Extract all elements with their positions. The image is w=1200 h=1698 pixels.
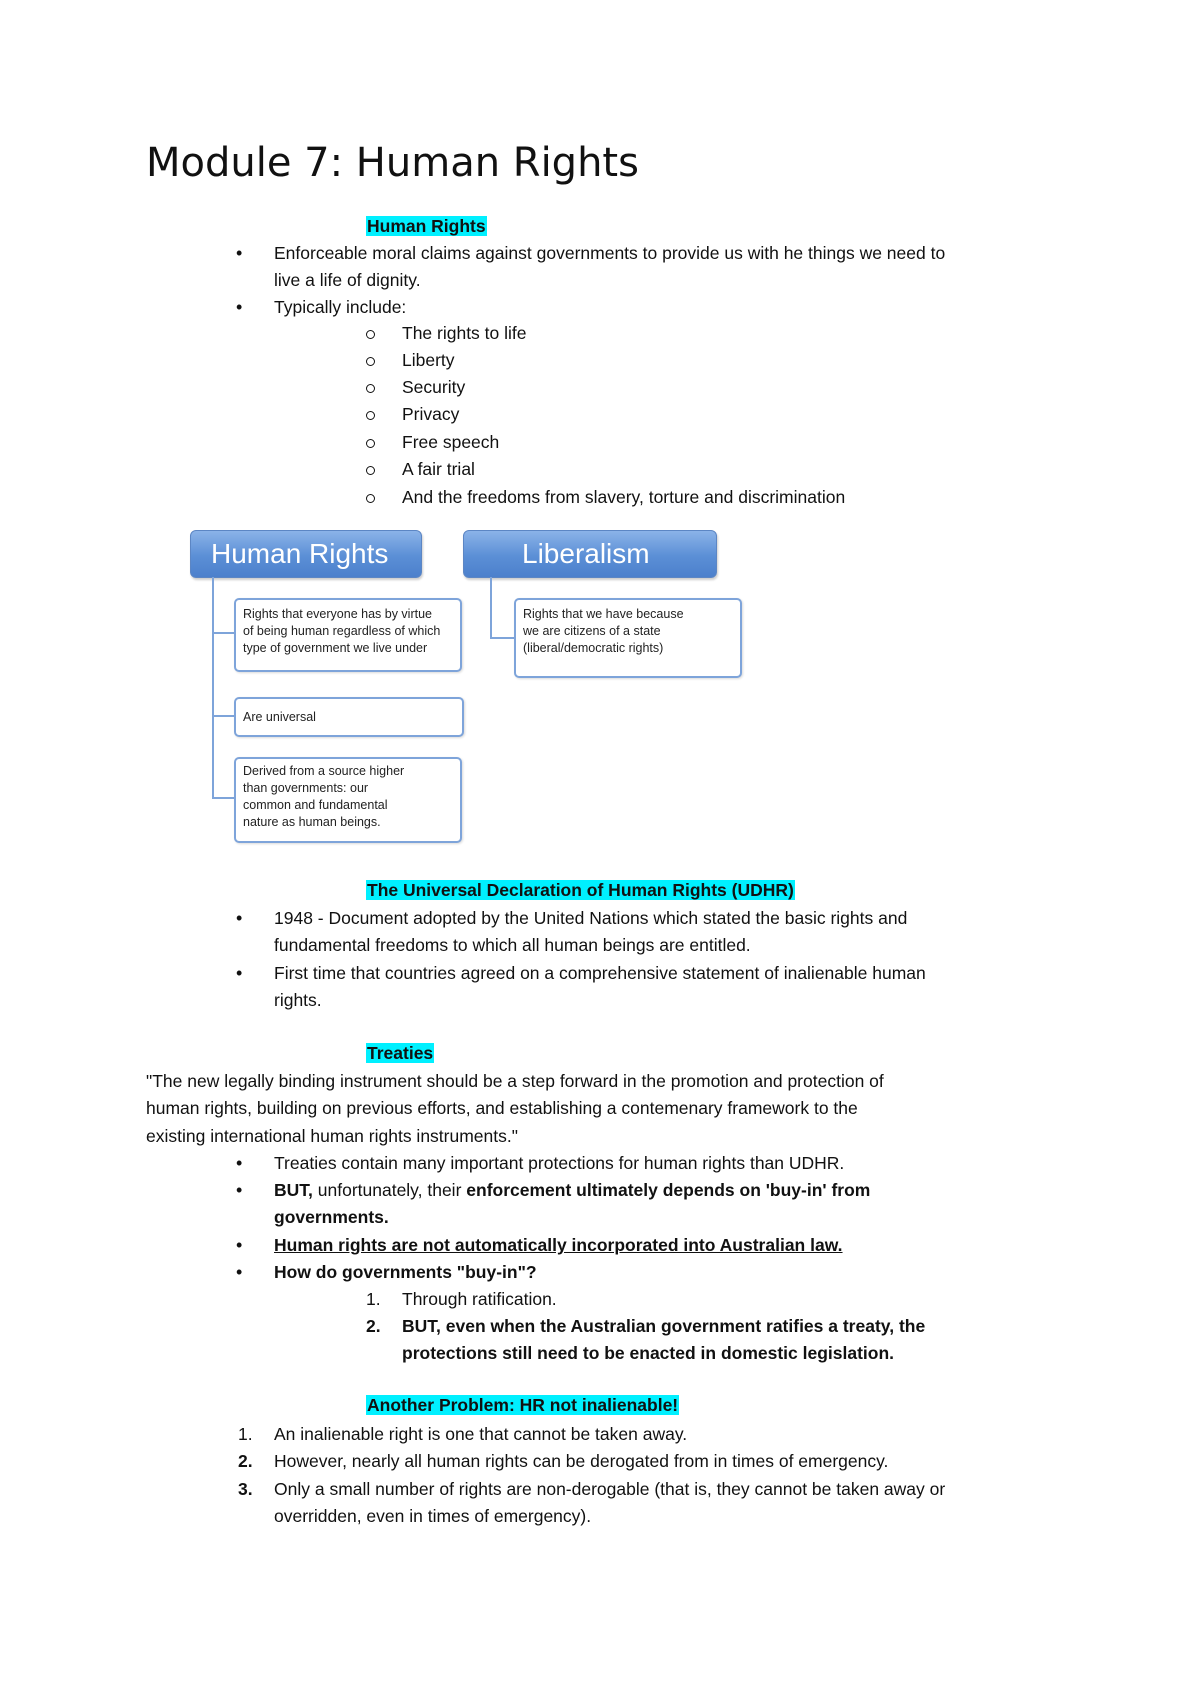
bullet-icon: • [236,1262,243,1282]
bullet-icon: • [236,963,243,983]
text-line: However, nearly all human rights can be derogated from in times of emergency. [274,1451,889,1471]
box-text-line: type of government we live under [243,641,428,655]
bullet-icon: • [236,297,243,317]
box-text-line: Rights that everyone has by virtue [243,607,432,621]
text-line: 1948 - Document adopted by the United Nations which stated the basic rights and [274,908,908,928]
list-item: Liberty [402,350,455,370]
text-line: Treaties contain many important protections for human rights than UDHR. [274,1153,845,1173]
text-line: How do governments "buy-in"? [274,1262,537,1282]
text-line: First time that countries agreed on a comprehensive statement of inalienable human [274,963,926,983]
list-item: The rights to life [402,323,527,343]
box-text-line: Rights that we have because [523,607,684,621]
text-line: BUT, even when the Australian government ratifies a treaty, the [402,1316,926,1336]
text-line: Only a small number of rights are non-derogable (that is, they cannot be taken away or [274,1479,946,1499]
list-item: Security [402,377,466,397]
bullet-icon: • [236,1153,243,1173]
list-item: Privacy [402,404,460,424]
diagram-header-human-rights: Human Rights [190,530,422,578]
list-item: And the freedoms from slavery, torture and discrimination [402,487,846,507]
diagram-box-source [234,757,462,843]
connector-line [212,797,234,799]
text-line: fundamental freedoms to which all human beings are entitled. [274,935,751,955]
list-number: 2. [238,1451,253,1471]
box-text-line: nature as human beings. [243,815,381,829]
list-number: 3. [238,1479,253,1499]
circle-bullet-icon [366,494,375,503]
box-text-line: Are universal [243,710,316,724]
connector-line [212,577,214,799]
box-text-line: of being human regardless of which [243,624,441,638]
box-text-line: than governments: our [243,781,369,795]
bullet-icon: • [236,1235,243,1255]
text-line: live a life of dignity. [274,270,421,290]
circle-bullet-icon [366,357,375,366]
diagram-box-liberalism [514,598,742,678]
quote-line: existing international human rights instruments." [146,1126,518,1146]
section-heading-another-problem: Another Problem: HR not inalienable! [367,1395,679,1415]
section-heading-udhr: The Universal Declaration of Human Rights (UDHR) [367,880,794,900]
diagram-box-universal [234,697,464,737]
circle-bullet-icon [366,384,375,393]
connector-line [490,637,514,639]
connector-line [212,715,234,717]
text-line: BUT, unfortunately, their enforcement ultimately depends on 'buy-in' from [274,1180,871,1200]
text-line: governments. [274,1207,389,1227]
diagram-box-hr-definition [234,598,462,672]
text-line: Human rights are not automatically incorporated into Australian law. [274,1235,843,1255]
list-number: 1. [238,1424,253,1444]
section-heading-human-rights: Human Rights [367,216,486,236]
circle-bullet-icon [366,330,375,339]
connector-line [212,632,234,634]
box-text-line: common and fundamental [243,798,388,812]
text-line: protections still need to be enacted in domestic legislation. [402,1343,895,1363]
quote-line: "The new legally binding instrument should be a step forward in the promotion and protection of [146,1071,884,1091]
circle-bullet-icon [366,466,375,475]
circle-bullet-icon [366,411,375,420]
section-heading-treaties: Treaties [367,1043,434,1063]
diagram-header-liberalism: Liberalism [463,530,717,578]
bullet-icon: • [236,243,243,263]
text-line: Typically include: [274,297,407,317]
quote-line: human rights, building on previous efforts, and establishing a contemenary framework to the [146,1098,858,1118]
box-text-line: (liberal/democratic rights) [523,641,664,655]
text-line: overridden, even in times of emergency). [274,1506,592,1526]
connector-line [490,577,492,639]
text-line: Through ratification. [402,1289,557,1309]
list-number: 1. [366,1289,381,1309]
circle-bullet-icon [366,439,375,448]
list-item: Free speech [402,432,500,452]
bullet-icon: • [236,1180,243,1200]
text-line: An inalienable right is one that cannot be taken away. [274,1424,688,1444]
box-text-line: Derived from a source higher [243,764,405,778]
list-item: A fair trial [402,459,475,479]
bullet-icon: • [236,908,243,928]
page-title: Module 7: Human Rights [146,140,639,186]
text-line: Enforceable moral claims against governments to provide us with he things we need to [274,243,946,263]
list-number: 2. [366,1316,381,1336]
text-line: rights. [274,990,322,1010]
box-text-line: we are citizens of a state [523,624,661,638]
